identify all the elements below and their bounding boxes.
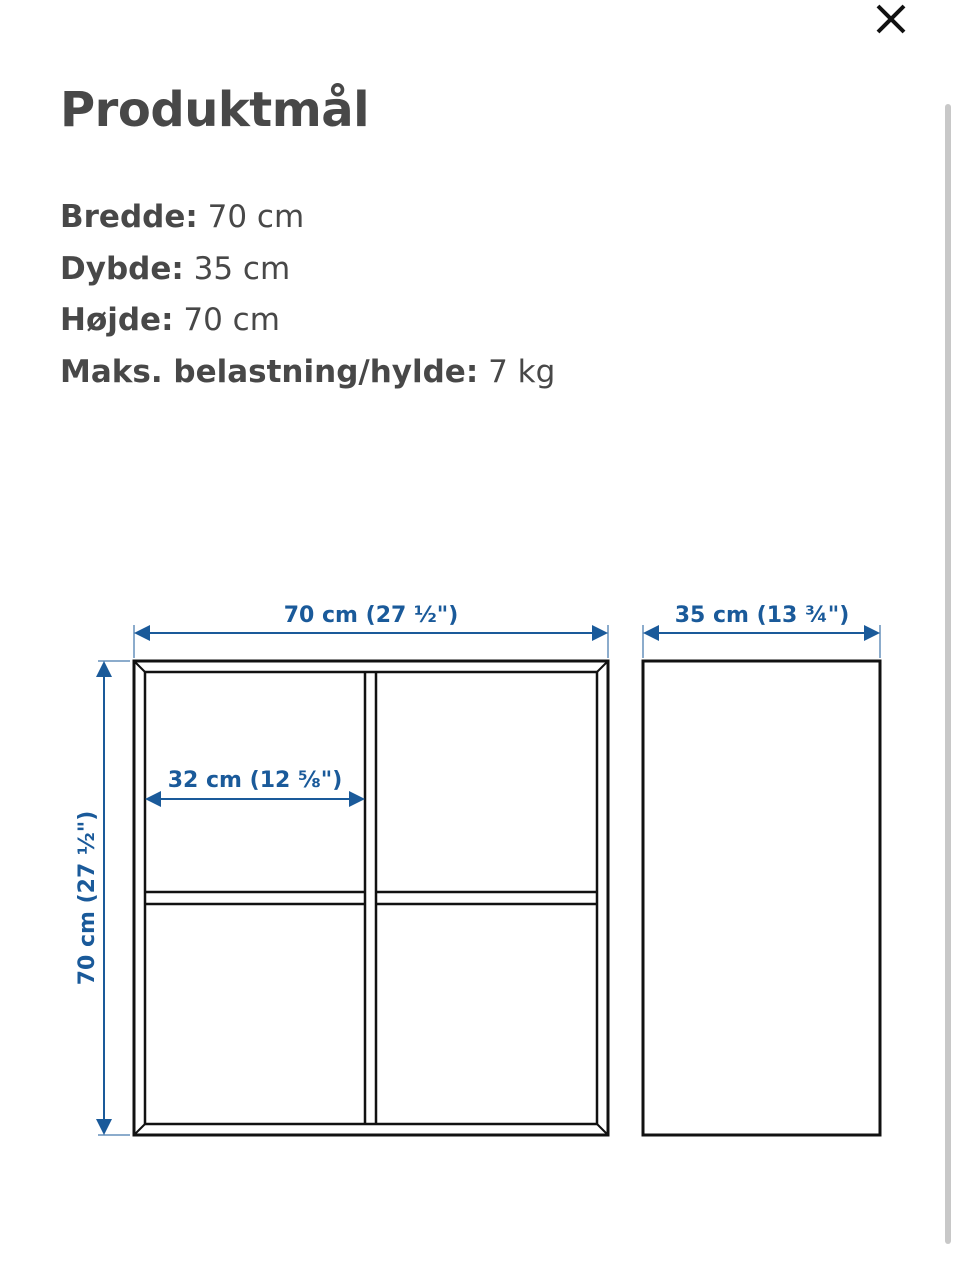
close-icon: [872, 0, 912, 40]
shelf-side-view: [643, 661, 880, 1135]
spec-depth: Dybde: 35 cm: [60, 250, 291, 287]
depth-dimension-label: 35 cm (13 ¾"): [674, 603, 850, 628]
spec-list: [60, 192, 555, 398]
width-dimension-label: 70 cm (27 ½"): [283, 603, 459, 628]
shelf-front-view: [134, 661, 608, 1135]
spec-width: Bredde: 70 cm: [60, 199, 305, 235]
close-button[interactable]: [872, 0, 912, 40]
dimension-diagram: [0, 580, 960, 1180]
page-title: Produktmål: [60, 82, 370, 138]
inner-width-dimension-label: 32 cm (12 ⅝"): [167, 768, 343, 793]
spec-height: Højde: 70 cm: [60, 302, 280, 338]
height-dimension-label: 70 cm (27 ½"): [75, 810, 100, 986]
spec-max-load: Maks. belastning/hylde: 7 kg: [60, 353, 556, 390]
